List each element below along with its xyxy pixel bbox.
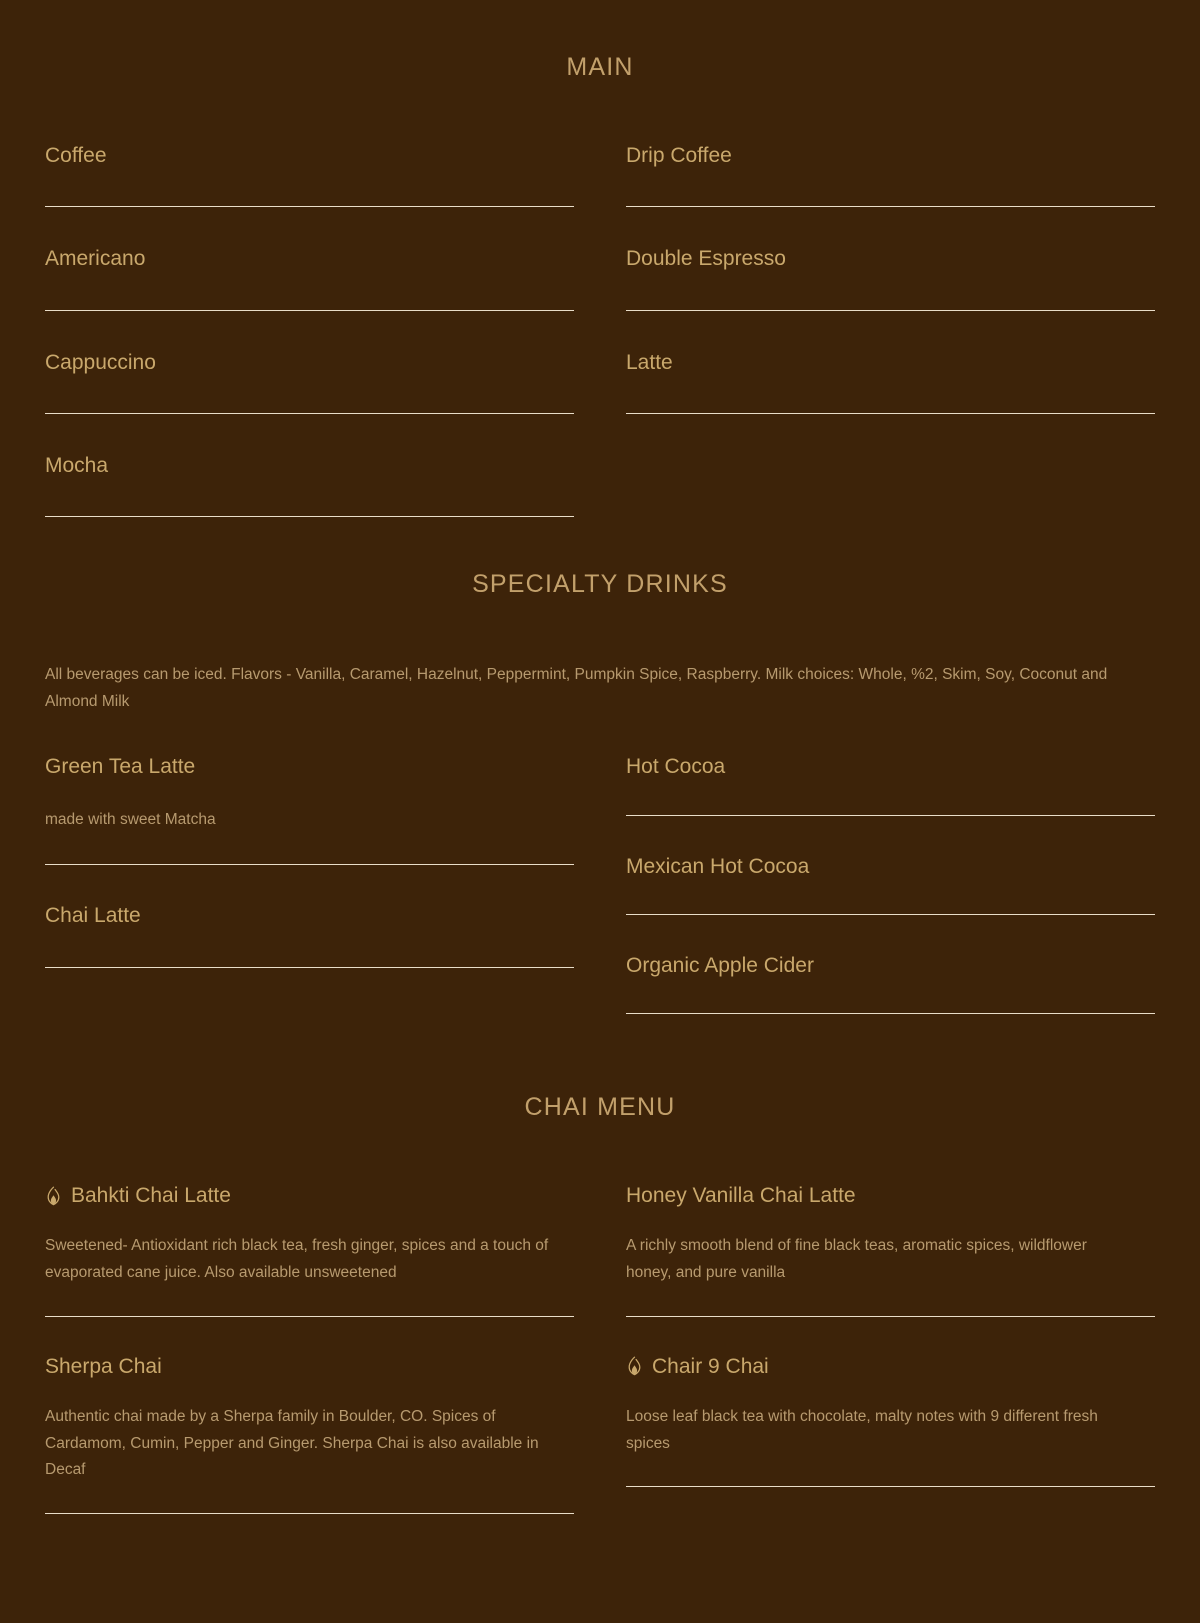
item-divider xyxy=(626,413,1155,414)
item-name: Coffee xyxy=(45,144,107,167)
menu-item[interactable] xyxy=(45,902,574,967)
menu-column-right xyxy=(626,753,1155,1014)
item-name: Cappuccino xyxy=(45,350,156,374)
item-name: Chair 9 Chai xyxy=(652,1354,769,1378)
item-divider xyxy=(45,1316,574,1317)
item-description: Authentic chai made by a Sherpa family in Boulder, CO. Spices of Cardamom, Cumin, Pepper and Ginger. Sherpa Chai is also available in Decaf xyxy=(45,1407,539,1479)
item-name-row xyxy=(626,1353,1155,1380)
section-note: All beverages can be iced. Flavors - Vanilla, Caramel, Hazelnut, Peppermint, Pumpkin Spice, Raspberry. Milk choices: Whole, %2, Skim, Soy, Coconut and Almond Milk xyxy=(45,666,1108,710)
menu-item[interactable] xyxy=(45,452,574,517)
menu-item[interactable] xyxy=(626,1182,1155,1317)
menu-item[interactable] xyxy=(626,142,1155,207)
item-name: Bahkti Chai Latte xyxy=(71,1184,231,1207)
item-divider xyxy=(626,1013,1155,1014)
menu-column-right xyxy=(626,1182,1155,1514)
menu-item[interactable] xyxy=(626,952,1155,1014)
menu-item[interactable] xyxy=(45,753,574,865)
item-description: made with sweet Matcha xyxy=(45,810,216,828)
menu-item[interactable] xyxy=(626,1353,1155,1488)
menu-item[interactable] xyxy=(45,1182,574,1317)
item-divider xyxy=(626,914,1155,915)
item-description: Loose leaf black tea with chocolate, malty notes with 9 different fresh spices xyxy=(626,1407,1098,1452)
menu-column-right xyxy=(626,142,1155,517)
item-divider xyxy=(45,206,574,207)
menu-item[interactable] xyxy=(45,245,574,310)
item-name: Mocha xyxy=(45,453,109,477)
menu-item[interactable] xyxy=(45,142,574,207)
section-title-main: MAIN xyxy=(566,53,634,81)
item-name: Mexican Hot Cocoa xyxy=(626,854,810,878)
item-name: Sherpa Chai xyxy=(45,1354,162,1378)
menu-grid-specialty xyxy=(45,753,1155,1014)
section-title-specialty-drinks: SPECIALTY DRINKS xyxy=(472,570,728,598)
item-name: Drip Coffee xyxy=(626,144,732,167)
menu-item[interactable] xyxy=(626,753,1155,815)
item-name: Americano xyxy=(45,247,146,271)
menu-column-left xyxy=(45,1182,574,1514)
menu-item[interactable] xyxy=(45,349,574,414)
item-divider xyxy=(45,413,574,414)
item-divider xyxy=(45,310,574,311)
item-divider xyxy=(626,1316,1155,1317)
item-name: Honey Vanilla Chai Latte xyxy=(626,1184,856,1207)
item-divider xyxy=(626,310,1155,311)
section-title-chai-menu: CHAI MENU xyxy=(524,1093,676,1121)
item-divider xyxy=(45,967,574,968)
section-specialty-drinks xyxy=(45,572,1155,1014)
item-divider xyxy=(45,864,574,865)
section-chai-menu xyxy=(45,1095,1155,1514)
item-name: Hot Cocoa xyxy=(626,755,726,779)
flame-icon xyxy=(45,1186,62,1206)
item-divider xyxy=(45,1513,574,1514)
item-name-row xyxy=(45,1182,574,1209)
item-description: A richly smooth blend of fine black teas, aromatic spices, wildflower honey, and pure vanilla xyxy=(626,1237,1087,1281)
item-divider xyxy=(626,1486,1155,1487)
menu-column-left xyxy=(45,753,574,1014)
item-description: Sweetened- Antioxidant rich black tea, fresh ginger, spices and a touch of evaporated cane juice. Also available unsweetened xyxy=(45,1237,549,1281)
menu-item[interactable] xyxy=(626,853,1155,915)
menu-grid-chai xyxy=(45,1182,1155,1514)
item-name: Double Espresso xyxy=(626,247,786,271)
item-divider xyxy=(626,206,1155,207)
item-divider xyxy=(626,815,1155,816)
item-name: Chai Latte xyxy=(45,904,141,928)
item-divider xyxy=(45,516,574,517)
menu-item[interactable] xyxy=(626,245,1155,310)
flame-icon xyxy=(626,1356,643,1376)
menu-item[interactable] xyxy=(626,349,1155,414)
item-name: Green Tea Latte xyxy=(45,755,196,779)
menu-item[interactable] xyxy=(45,1353,574,1514)
menu-column-left xyxy=(45,142,574,517)
item-name: Organic Apple Cider xyxy=(626,953,814,977)
item-name: Latte xyxy=(626,350,673,374)
section-main xyxy=(45,55,1155,517)
menu-grid-main xyxy=(45,142,1155,517)
